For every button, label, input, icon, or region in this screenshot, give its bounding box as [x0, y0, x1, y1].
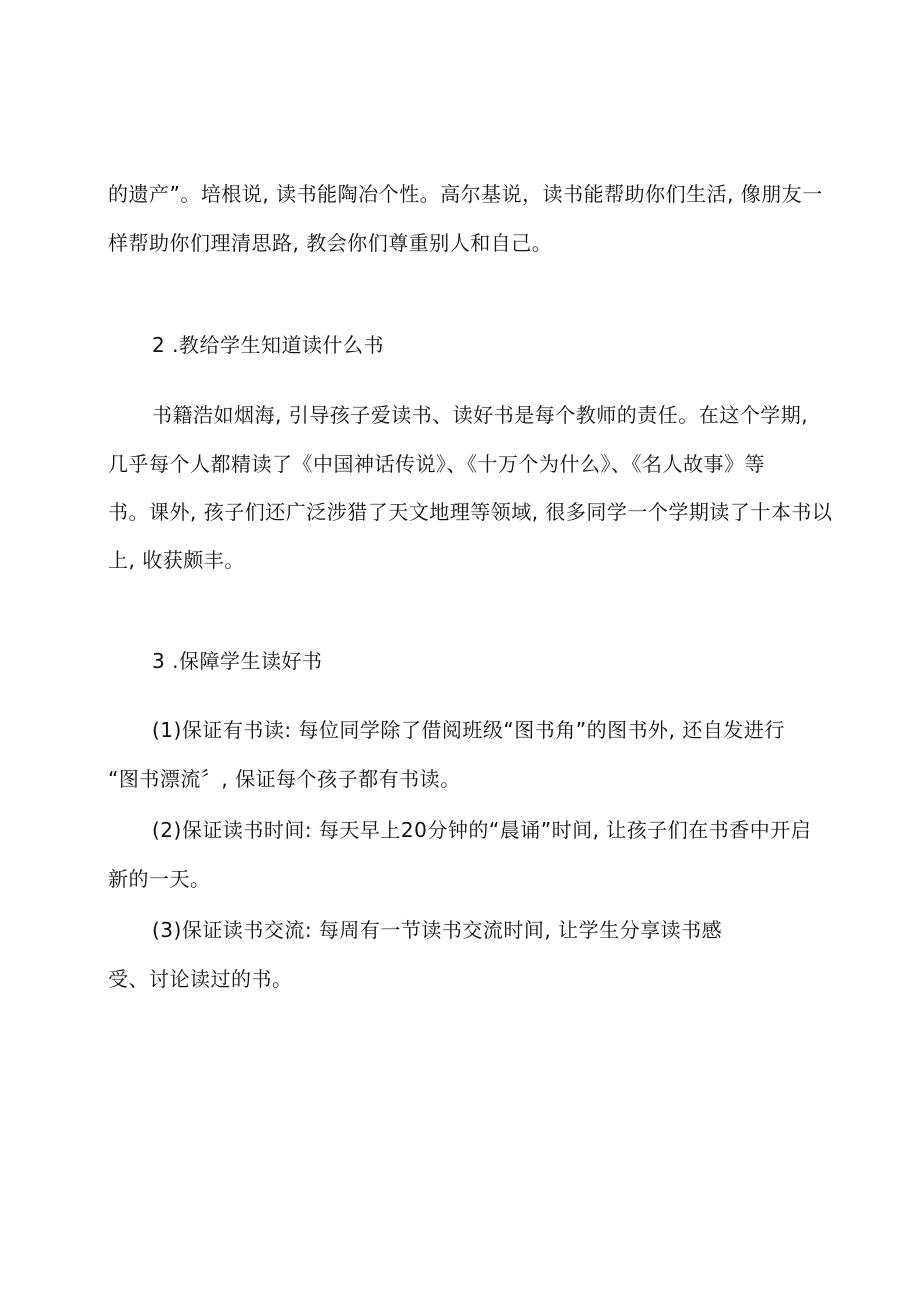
section-3-heading: 3 .保障学生读好书 — [152, 649, 323, 673]
intro-line-1: 的遗产”。培根说, 读书能陶冶个性。高尔基说，读书能帮助你们生活, 像朋友一 — [108, 182, 823, 206]
section-3-item-2-line-2: 新的一天。 — [108, 867, 211, 891]
section-3-item-3-line-1: (3)保证读书交流: 每周有一节读书交流时间, 让学生分享读书感 — [152, 918, 723, 942]
section-2-paragraph-line-1: 书籍浩如烟海, 引导孩子爱读书、读好书是每个教师的责任。在这个学期, — [152, 403, 809, 427]
section-3-item-1-line-1: (1)保证有书读: 每位同学除了借阅班级“图书角”的图书外, 还自发进行 — [152, 718, 785, 742]
intro-line-2: 样帮助你们理清思路, 教会你们尊重别人和自己。 — [108, 231, 553, 255]
section-2-heading: 2 .教给学生知道读什么书 — [152, 333, 384, 357]
section-3-item-3-line-2: 受、讨论读过的书。 — [108, 967, 293, 991]
section-3-item-2-line-1: (2)保证读书时间: 每天早上20分钟的“晨诵”时间, 让孩子们在书香中开启 — [152, 818, 812, 842]
section-2-paragraph-line-2: 几乎每个人都精读了《中国神话传说》、《十万个为什么》、《名人故事》等 — [108, 452, 765, 476]
section-3-item-1-line-2: “图书漂流〞, 保证每个孩子都有书读。 — [108, 767, 461, 791]
section-2-paragraph-line-3: 书。课外, 孩子们还广泛涉猎了天文地理等领域, 很多同学一个学期读了十本书以 — [108, 500, 833, 524]
section-2-paragraph-line-4: 上, 收获颇丰。 — [108, 548, 245, 572]
